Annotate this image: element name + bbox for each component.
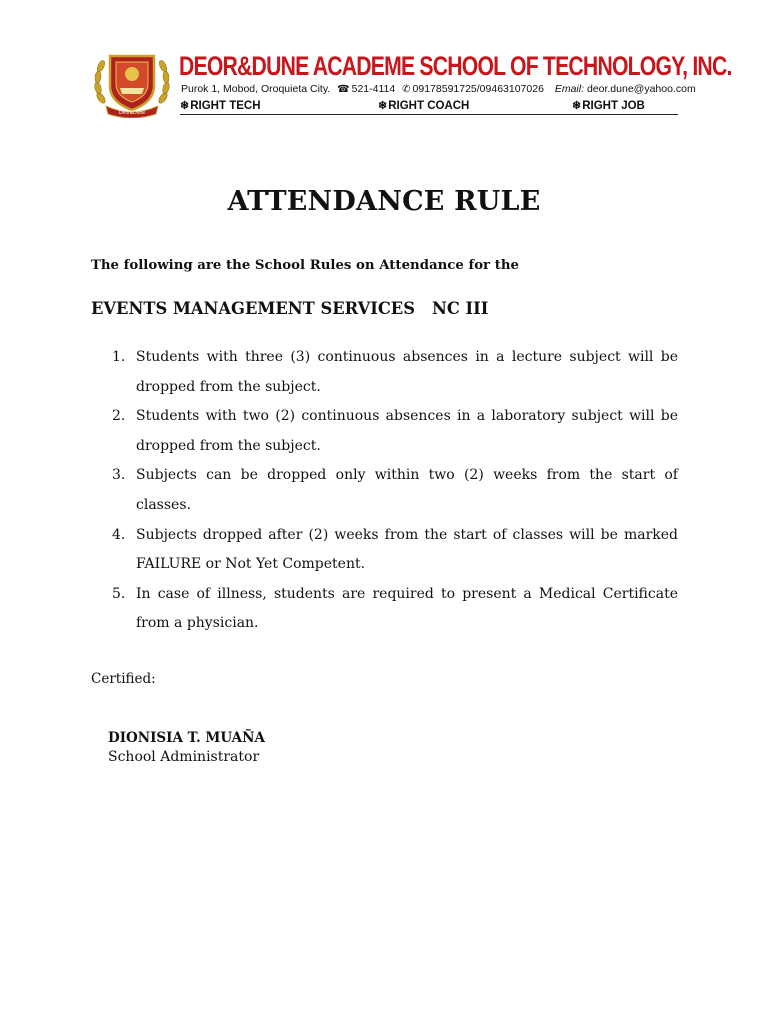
school-logo [92, 48, 172, 118]
list-item: 3. Subjects can be dropped only within two (2) weeks from the start of classes. [112, 467, 678, 513]
motto-row [180, 99, 678, 115]
certified-label: Certified: [91, 671, 156, 687]
phone-icon: ☎ [337, 84, 350, 95]
motto-right-tech: ❄RIGHT TECH [180, 100, 261, 112]
signatory-name: DIONISIA T. MUAÑA [108, 730, 265, 746]
contact-line [181, 83, 696, 95]
svg-text:Deor&Dune: Deor&Dune [118, 110, 146, 116]
mobile-numbers: 09178591725/09463107026 [412, 83, 544, 95]
list-item: 1. Students with three (3) continuous absences in a lecture subject will be dropped from the subject. [112, 349, 678, 395]
document-title: ATTENDANCE RULE [227, 186, 541, 217]
snowflake-icon: ❄ [572, 100, 582, 112]
snowflake-icon: ❄ [378, 100, 388, 112]
intro-text: The following are the School Rules on Attendance for the [91, 258, 519, 273]
motto-right-coach: ❄RIGHT COACH [378, 100, 470, 112]
list-item: 2. Students with two (2) continuous absences in a laboratory subject will be dropped from the subject. [112, 408, 678, 454]
phone-number: 521-4114 [351, 83, 396, 95]
mobile-phone-icon: ✆ [402, 84, 411, 95]
list-item: 4. Subjects dropped after (2) weeks from the start of classes will be marked FAILURE or Not Yet Competent. [112, 526, 678, 573]
email-label: Email: [554, 83, 585, 95]
email-address: deor.dune@yahoo.com [586, 83, 696, 95]
letterhead [92, 48, 732, 118]
course-name: EVENTS MANAGEMENT SERVICES NC III [91, 299, 489, 318]
snowflake-icon: ❄ [180, 100, 190, 112]
letterhead-divider [180, 114, 678, 115]
list-item: 5. In case of illness, students are required to present a Medical Certificate from a physician. [112, 585, 678, 632]
motto-right-job: ❄RIGHT JOB [572, 100, 645, 112]
school-name: DEOR&DUNE ACADEME SCHOOL OF TECHNOLOGY, INC. [179, 51, 732, 81]
address: Purok 1, Mobod, Oroquieta City. [181, 83, 331, 95]
rules-list [112, 343, 678, 639]
signatory-title: School Administrator [108, 749, 260, 765]
